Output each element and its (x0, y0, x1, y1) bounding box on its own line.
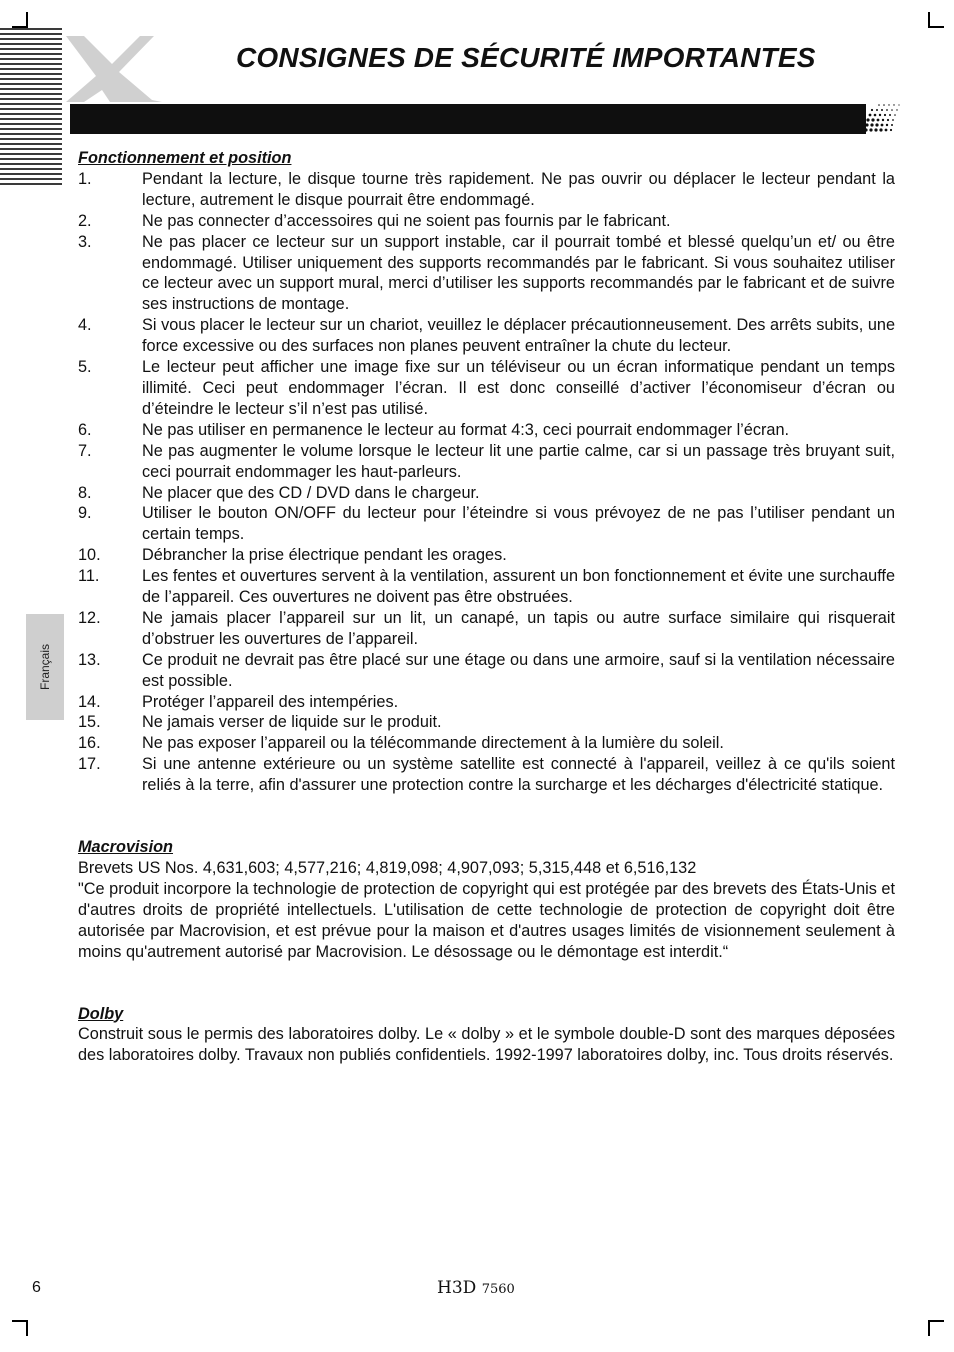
list-item-text: Ne pas connecter d’accessoires qui ne soient pas fournis par le fabricant. (142, 211, 671, 230)
list-item (78, 483, 895, 504)
list-item (78, 712, 895, 733)
list-item-text: Le lecteur peut afficher une image fixe sur un téléviseur ou un écran informatique pendant un temps illimité. Ceci peut endommager l’écran. Il est donc conseillé d’activer l’économiseur d’écran ou d’éteindre le lecteur s’il n’est pas utilisé. (142, 358, 895, 418)
model-prefix: H3D (437, 1278, 477, 1298)
list-item-number: 15. (78, 713, 101, 732)
list-item-text: Si une antenne extérieure ou un système satellite est connecté à l'appareil, veillez à ce qu'ils soient reliés à la terre, afin d'assurer une protection contre la surcharge et les décharges d'électricité statique. (142, 755, 895, 795)
list-item-number: 11. (78, 567, 100, 586)
list-item (78, 315, 895, 357)
section-heading-dolby: Dolby (78, 1004, 124, 1023)
model-name (437, 1278, 515, 1298)
crop-mark-top-right (928, 12, 944, 28)
list-item (78, 754, 895, 796)
list-item-number: 7. (78, 441, 92, 460)
list-item-number: 12. (78, 608, 101, 627)
section-heading-operation: Fonctionnement et position (78, 149, 292, 167)
list-item-number: 6. (78, 420, 92, 439)
list-item-number: 4. (78, 316, 92, 335)
stripe-pattern (0, 28, 62, 186)
header-bar (70, 104, 866, 134)
list-item-number: 10. (78, 546, 101, 565)
language-label: Français (38, 643, 52, 691)
list-item-number: 17. (78, 755, 101, 774)
macrovision-text: "Ce produit incorpore la technologie de protection de copyright qui est protégée par des brevets des États-Unis et d'autres droits de propriété intellectuels. L'utilisation de cette technologie de protection de copyright doit être autorisée par Macrovision, et est prévue pour la maison et d'autres usages limités de visionnement seulement à moins qu'autrement autorisé par Macrovision. Le désossage ou le démontage est interdit.“ (78, 879, 895, 961)
list-item (78, 650, 895, 692)
section-heading-macrovision: Macrovision (78, 838, 174, 857)
list-item-number: 13. (78, 650, 101, 669)
list-item-text: Ne jamais placer l’appareil sur un lit, un canapé, un tapis ou autre surface similaire qui risquerait d’obstruer les ouvertures de l’appareil. (142, 608, 895, 648)
crop-mark-bottom-left (12, 1320, 28, 1336)
list-item (78, 503, 895, 545)
list-item (78, 608, 895, 650)
list-item-number: 14. (78, 692, 101, 711)
list-item-number: 3. (78, 232, 92, 251)
list-item (78, 733, 895, 754)
model-number: 7560 (481, 1282, 515, 1297)
list-item-text: Protéger l’appareil des intempéries. (142, 692, 399, 711)
dolby-text: Construit sous le permis des laboratoires dolby. Le « dolby » et le symbole double-D sont des marques déposées des laboratoires dolby. Travaux non publiés confidentiels. 1992-1997 laboratoires dolby, inc. Tous droits réservés. (78, 1025, 895, 1065)
list-item-text: Ne placer que des CD / DVD dans le chargeur. (142, 483, 480, 502)
list-item-text: Ce produit ne devrait pas être placé sur une étage ou dans une armoire, sauf si la ventilation nécessaire est possible. (142, 650, 895, 690)
list-item-number: 1. (78, 169, 92, 188)
crop-mark-bottom-right (928, 1320, 944, 1336)
list-item-text: Ne jamais verser de liquide sur le produit. (142, 713, 442, 732)
list-item-number: 8. (78, 483, 92, 502)
list-item-text: Utiliser le bouton ON/OFF du lecteur pour l’éteindre si vous prévoyez de ne pas l’utiliser pendant un certain temps. (142, 504, 895, 544)
list-item (78, 232, 895, 316)
list-item (78, 441, 895, 483)
list-item-text: Si vous placer le lecteur sur un chariot, veuillez le déplacer précautionneusement. Des arrêts subits, une force excessive ou des surfaces non planes peuvent entraîner la chute du lecteur. (142, 316, 895, 356)
crop-mark-top-left (12, 12, 28, 28)
list-item-text: Pendant la lecture, le disque tourne très rapidement. Ne pas ouvrir ou déplacer le lecteur pendant la lecture, autrement le disque pourrait être endommagé. (142, 169, 895, 209)
list-item-text: Débrancher la prise électrique pendant les orages. (142, 546, 507, 565)
dot-pattern-icon (862, 102, 904, 134)
list-item-number: 9. (78, 504, 92, 523)
list-item-text: Ne pas placer ce lecteur sur un support instable, car il pourrait tombé et blessé quelqu’un et/ ou être endommagé. Utiliser uniquement des supports recommandés par le fabricant. Si vous souhaitez utiliser ce lecteur avec un support mural, merci d’utiliser les supports recommandés par le fabricant et de suivre ses instructions de montage. (142, 232, 895, 314)
list-item (78, 566, 895, 608)
list-item-number: 5. (78, 358, 92, 377)
page-title: CONSIGNES DE SÉCURITÉ IMPORTANTES (236, 42, 816, 73)
list-item (78, 357, 895, 420)
page-number: 6 (32, 1279, 41, 1296)
list-item (78, 211, 895, 232)
brand-x-logo (62, 34, 172, 106)
list-item (78, 692, 895, 713)
list-item-text: Ne pas augmenter le volume lorsque le lecteur lit une partie calme, car si un passage très bruyant suit, ceci pourrait endommager les haut-parleurs. (142, 441, 895, 481)
main-content (78, 148, 895, 1066)
safety-list (78, 169, 895, 796)
list-item (78, 169, 895, 211)
language-tab (26, 614, 64, 720)
macrovision-patents: Brevets US Nos. 4,631,603; 4,577,216; 4,819,098; 4,907,093; 5,315,448 et 6,516,132 (78, 859, 697, 877)
list-item-number: 2. (78, 211, 92, 230)
list-item (78, 420, 895, 441)
list-item-text: Les fentes et ouvertures servent à la ventilation, assurent un bon fonctionnement et évite une surchauffe de l’appareil. Ces ouvertures ne doivent pas être obstruées. (142, 567, 895, 607)
list-item-text: Ne pas exposer l’appareil ou la télécommande directement à la lumière du soleil. (142, 734, 724, 753)
list-item (78, 545, 895, 566)
list-item-text: Ne pas utiliser en permanence le lecteur au format 4:3, ceci pourrait endommager l’écran. (142, 420, 790, 439)
list-item-number: 16. (78, 734, 101, 753)
